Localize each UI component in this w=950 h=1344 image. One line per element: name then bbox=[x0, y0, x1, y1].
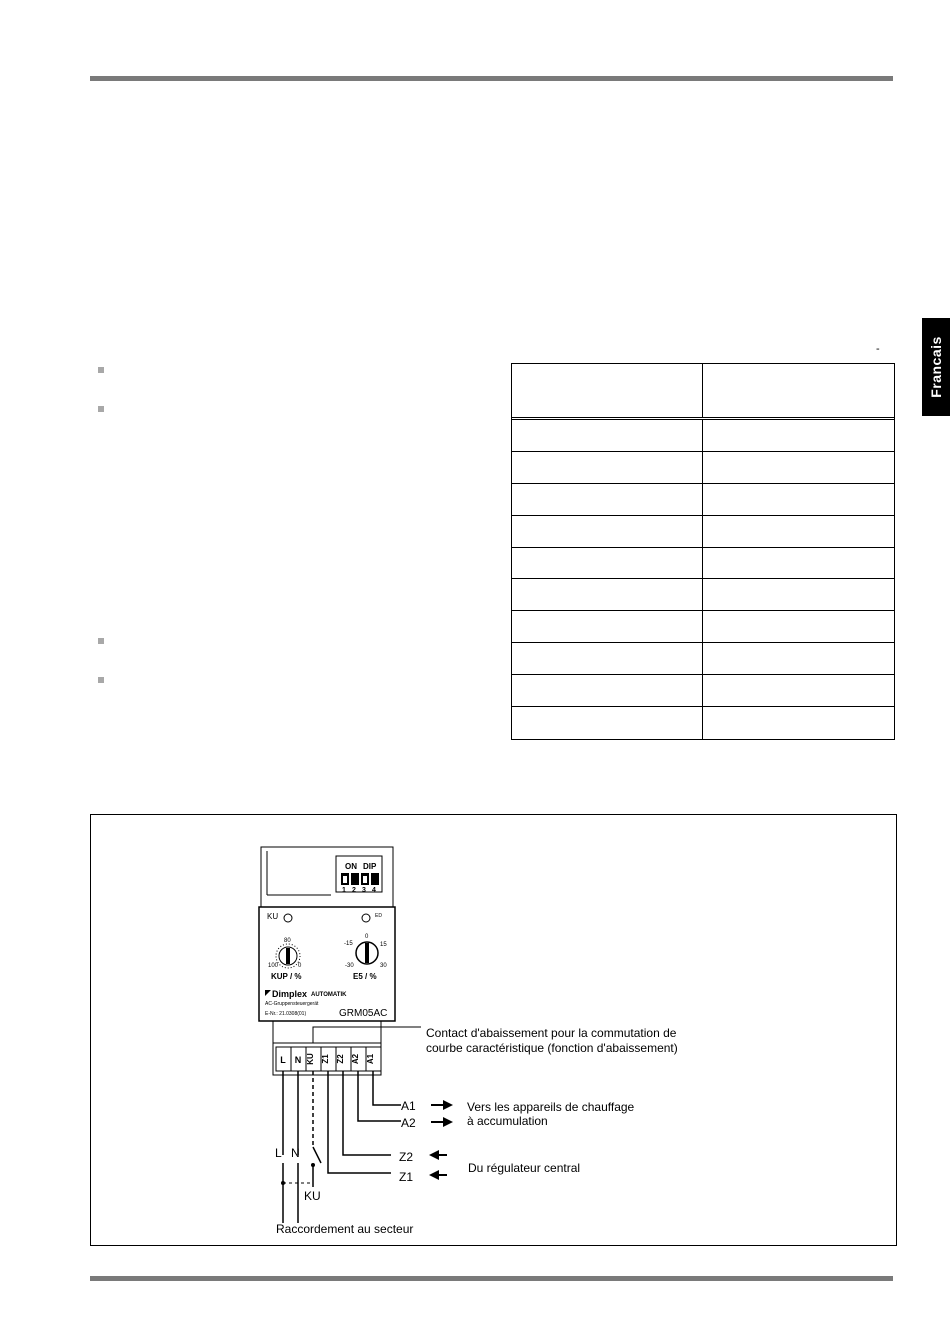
ku-switch-contact bbox=[311, 1163, 315, 1167]
table-cell bbox=[703, 579, 894, 610]
table-header-row bbox=[512, 364, 894, 420]
output-text-line2: à accumulation bbox=[467, 1114, 548, 1128]
wiring-diagram-frame bbox=[90, 814, 897, 1246]
table-cell bbox=[703, 364, 894, 417]
table-cell bbox=[703, 643, 894, 674]
model-number: GRM05AC bbox=[339, 1008, 388, 1019]
ku-led-label: KU bbox=[267, 912, 279, 921]
kup-dial-label: KUP / % bbox=[271, 972, 302, 981]
table-row bbox=[512, 548, 894, 580]
output-a2-label: A2 bbox=[401, 1116, 416, 1130]
table-cell bbox=[703, 675, 894, 706]
terminal-label: N bbox=[294, 1055, 302, 1065]
junction-dot bbox=[281, 1181, 285, 1185]
terminal-label: Z1 bbox=[321, 1054, 330, 1064]
table-row bbox=[512, 516, 894, 548]
ku-led bbox=[284, 914, 292, 922]
table-row bbox=[512, 484, 894, 516]
device-neck bbox=[273, 1021, 381, 1043]
dip-number: 3 bbox=[362, 887, 366, 894]
input-z1-label: Z1 bbox=[399, 1170, 414, 1184]
callout-line1: Contact d'abaissement pour la commutation de bbox=[426, 1026, 677, 1040]
table-cell bbox=[703, 452, 894, 483]
mains-ku-label: KU bbox=[304, 1189, 321, 1203]
table-row bbox=[512, 611, 894, 643]
output-a1-label: A1 bbox=[401, 1099, 416, 1113]
table-cell bbox=[512, 484, 703, 515]
table-cell bbox=[512, 611, 703, 642]
kup-dial-left: 100 bbox=[268, 963, 279, 969]
output-arrows bbox=[431, 1100, 453, 1127]
kup-dial bbox=[276, 944, 300, 968]
table-row bbox=[512, 707, 894, 739]
table-cell bbox=[703, 484, 894, 515]
table-row bbox=[512, 643, 894, 675]
table-cell bbox=[512, 707, 703, 739]
table-cell bbox=[512, 452, 703, 483]
mains-l-label: L bbox=[275, 1146, 282, 1160]
dip-number: 2 bbox=[352, 887, 356, 894]
device-description: AC-Gruppensteuergerät bbox=[265, 1001, 319, 1007]
ed-led bbox=[362, 914, 370, 922]
table-row bbox=[512, 452, 894, 484]
dimplex-logo-icon bbox=[265, 990, 271, 996]
mains-caption: Raccordement au secteur bbox=[276, 1222, 414, 1236]
input-text: Du régulateur central bbox=[468, 1161, 581, 1175]
table-cell bbox=[512, 675, 703, 706]
e5-dial-label: E5 / % bbox=[353, 972, 377, 981]
device-enr: E-Nr.: 21.0308(01) bbox=[265, 1011, 307, 1017]
dip-number: 4 bbox=[372, 887, 376, 894]
dip-label: DIP bbox=[363, 862, 377, 871]
bullet-icon bbox=[98, 677, 104, 683]
table-cell bbox=[512, 643, 703, 674]
brand-product-line: AUTOMATIK bbox=[311, 992, 347, 998]
dip-switch-lever bbox=[343, 876, 347, 883]
table-cell bbox=[703, 707, 894, 739]
table-row bbox=[512, 675, 894, 707]
table-row bbox=[512, 579, 894, 611]
language-tab[interactable] bbox=[922, 318, 950, 416]
output-text-line1: Vers les appareils de chauffage bbox=[467, 1100, 635, 1114]
e5-dial-tr: 15 bbox=[380, 942, 387, 948]
e5-dial-bl: -30 bbox=[345, 963, 354, 969]
e5-dial bbox=[356, 942, 378, 964]
top-rule bbox=[90, 76, 893, 81]
table-cell bbox=[703, 611, 894, 642]
terminal-label: KU bbox=[306, 1053, 315, 1065]
dip-on-label: ON bbox=[345, 862, 357, 871]
terminal-label: A1 bbox=[366, 1053, 375, 1065]
z1-wire bbox=[328, 1071, 391, 1173]
dip-switch-lever bbox=[363, 876, 367, 883]
ed-led-label: ED bbox=[375, 913, 382, 919]
table-cell bbox=[703, 420, 894, 451]
table-cell bbox=[703, 548, 894, 579]
kup-dial-right: 0 bbox=[298, 963, 302, 969]
dip-number: 1 bbox=[342, 887, 346, 894]
dip-switch bbox=[371, 873, 379, 885]
callout-line2: courbe caractéristique (fonction d'abaissement) bbox=[426, 1041, 678, 1055]
dip-switch bbox=[351, 873, 359, 885]
terminal-label: Z2 bbox=[336, 1054, 345, 1064]
table-cell bbox=[512, 516, 703, 547]
bottom-rule bbox=[90, 1276, 893, 1281]
terminal-label: L bbox=[280, 1055, 286, 1065]
kup-dial-pointer bbox=[286, 948, 290, 964]
wiring-diagram bbox=[91, 815, 898, 1247]
e5-dial-br: 30 bbox=[380, 963, 387, 969]
a1-wire bbox=[373, 1071, 401, 1105]
e5-dial-pointer bbox=[365, 943, 369, 963]
bullet-icon bbox=[98, 367, 104, 373]
arrow-right-icon bbox=[443, 1100, 453, 1110]
table-row bbox=[512, 420, 894, 452]
z2-wire bbox=[343, 1071, 391, 1155]
terminal-label: A2 bbox=[351, 1053, 360, 1065]
e5-dial-tl: -15 bbox=[344, 941, 353, 947]
mains-n-label: N bbox=[291, 1146, 300, 1160]
table-cell bbox=[512, 579, 703, 610]
table-cell bbox=[512, 364, 703, 417]
specs-table bbox=[511, 363, 895, 740]
a2-wire bbox=[358, 1071, 401, 1121]
table-cell bbox=[512, 548, 703, 579]
table-cell bbox=[512, 420, 703, 451]
e5-dial-zero: 0 bbox=[365, 934, 369, 940]
kup-dial-max: 80 bbox=[284, 938, 291, 944]
bullet-icon bbox=[98, 406, 104, 412]
arrow-right-icon bbox=[443, 1117, 453, 1127]
brand-name: Dimplex bbox=[272, 989, 308, 999]
table-cell bbox=[703, 516, 894, 547]
dip-switches bbox=[341, 873, 379, 885]
bullet-icon bbox=[98, 638, 104, 644]
ku-callout-line bbox=[313, 1027, 421, 1043]
stray-mark: - bbox=[876, 343, 880, 355]
language-tab-label: Francais bbox=[928, 336, 944, 398]
input-arrows bbox=[429, 1150, 447, 1180]
input-z2-label: Z2 bbox=[399, 1150, 414, 1164]
ku-switch bbox=[313, 1147, 321, 1163]
